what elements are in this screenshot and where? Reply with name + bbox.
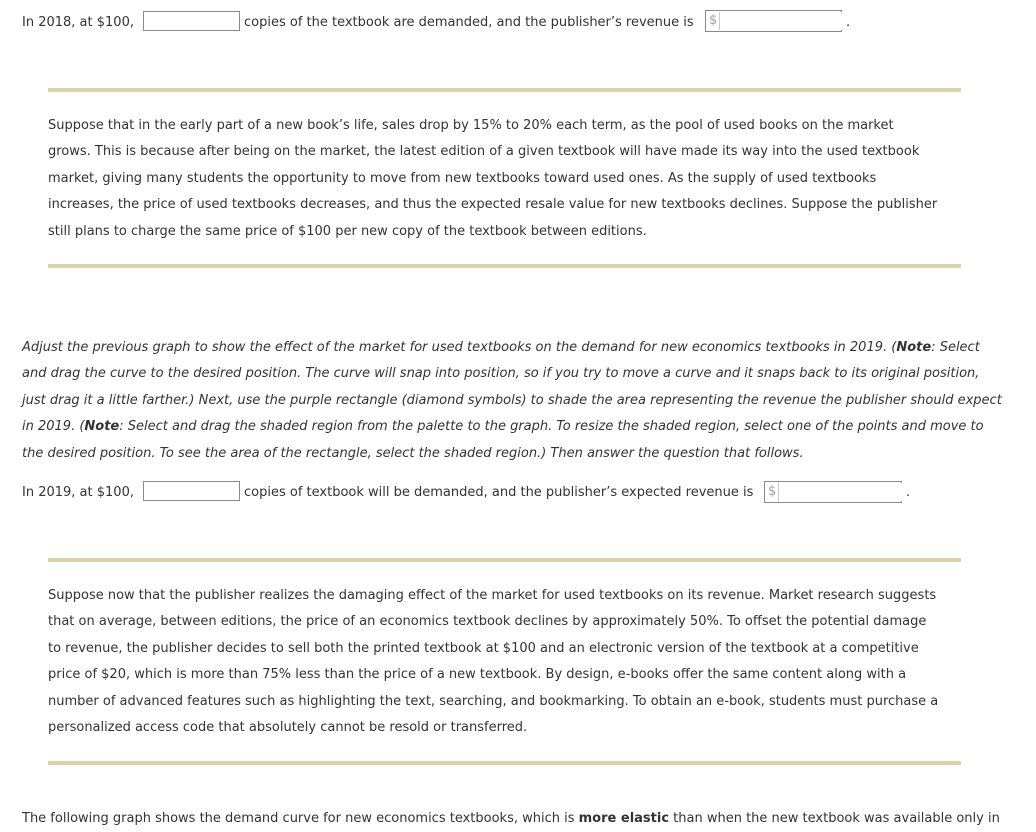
revenue-2019-field[interactable] <box>764 481 902 503</box>
box1-bottom-divider <box>48 264 961 268</box>
box2-bottom-divider <box>48 761 961 765</box>
note-label: Note <box>84 419 120 435</box>
revenue-2019-input[interactable] <box>779 483 953 501</box>
revenue-2018-input[interactable] <box>720 12 894 30</box>
question-2018-middle: copies of the textbook are demanded, and the publisher’s revenue is <box>244 15 694 30</box>
instructions-paragraph <box>22 340 1032 472</box>
box2-top-divider <box>48 558 961 562</box>
box1-line: grows. This is because after being on the market, the latest edition of a given textbook will have made its way into the used textbook <box>48 144 920 160</box>
instructions-line: and drag the curve to the desired position. The curve will snap into position, so if you try to move a curve and it snaps back to its original position, <box>22 366 980 382</box>
question-2019-middle: copies of textbook will be demanded, and the publisher’s expected revenue is <box>244 485 754 500</box>
box1-paragraph <box>48 118 968 250</box>
box1-line: Suppose that in the early part of a new book’s life, sales drop by 15% to 20% each term, as the pool of used books on the market <box>48 118 894 133</box>
box1-line: increases, the price of used textbooks decreases, and thus the expected resale value for new textbooks declines. Suppose the publisher <box>48 197 938 213</box>
box2-line: to revenue, the publisher decides to sell both the printed textbook at $100 and an electronic version of the textbook at a competitive <box>48 640 919 656</box>
instructions-line: just drag it a little farther.) Next, use the purple rectangle (diamond symbols) to shade the area representing the revenue the publisher should expect <box>22 392 1002 408</box>
instructions-line: Adjust the previous graph to show the effect of the market for used textbooks on the demand for new economics textbooks in 2019. (Note: Select <box>22 340 980 355</box>
graph-intro-text: The following graph shows the demand curve for new economics textbooks, which is more elastic than when the new textbook was available only in <box>22 811 1000 826</box>
more-elastic-emphasis: more elastic <box>578 811 670 826</box>
question-2019-suffix: . <box>906 485 911 500</box>
box2-line: Suppose now that the publisher realizes the damaging effect of the market for used textbooks on its revenue. Market research suggests <box>48 588 937 603</box>
box2-line: that on average, between editions, the price of an economics textbook declines by approximately 50%. To offset the potential damage <box>48 614 927 630</box>
dollar-sign-icon: $ <box>765 483 779 501</box>
question-2019-prefix: In 2019, at $100, <box>22 485 134 500</box>
box2-line: price of $20, which is more than 75% less than the price of a new textbook. By design, e-books offer the same content along with a <box>48 667 907 683</box>
question-2018-suffix: . <box>846 15 851 30</box>
revenue-2018-field[interactable] <box>705 10 842 32</box>
box2-line: number of advanced features such as highlighting the text, searching, and bookmarking. To obtain an e-book, students must purchase a <box>48 693 939 709</box>
dollar-sign-icon: $ <box>706 12 720 30</box>
instructions-line: in 2019. (Note: Select and drag the shaded region from the palette to the graph. To resize the shaded region, select one of the points and move to <box>22 419 984 435</box>
copies-demanded-2018-input[interactable] <box>143 11 240 31</box>
box1-line: market, giving many students the opportunity to move from new textbooks toward used ones. As the supply of used textbooks <box>48 170 877 186</box>
copies-demanded-2019-input[interactable] <box>143 481 240 501</box>
box2-paragraph <box>48 588 968 746</box>
note-label: Note <box>896 340 932 355</box>
question-2018-prefix: In 2018, at $100, <box>22 15 134 30</box>
box1-top-divider <box>48 88 961 92</box>
box2-line: personalized access code that absolutely cannot be resold or transferred. <box>48 719 528 735</box>
instructions-line: the desired position. To see the area of the rectangle, select the shaded region.) Then answer the question that follows. <box>22 445 804 461</box>
box1-line: still plans to charge the same price of $100 per new copy of the textbook between editions. <box>48 223 647 239</box>
